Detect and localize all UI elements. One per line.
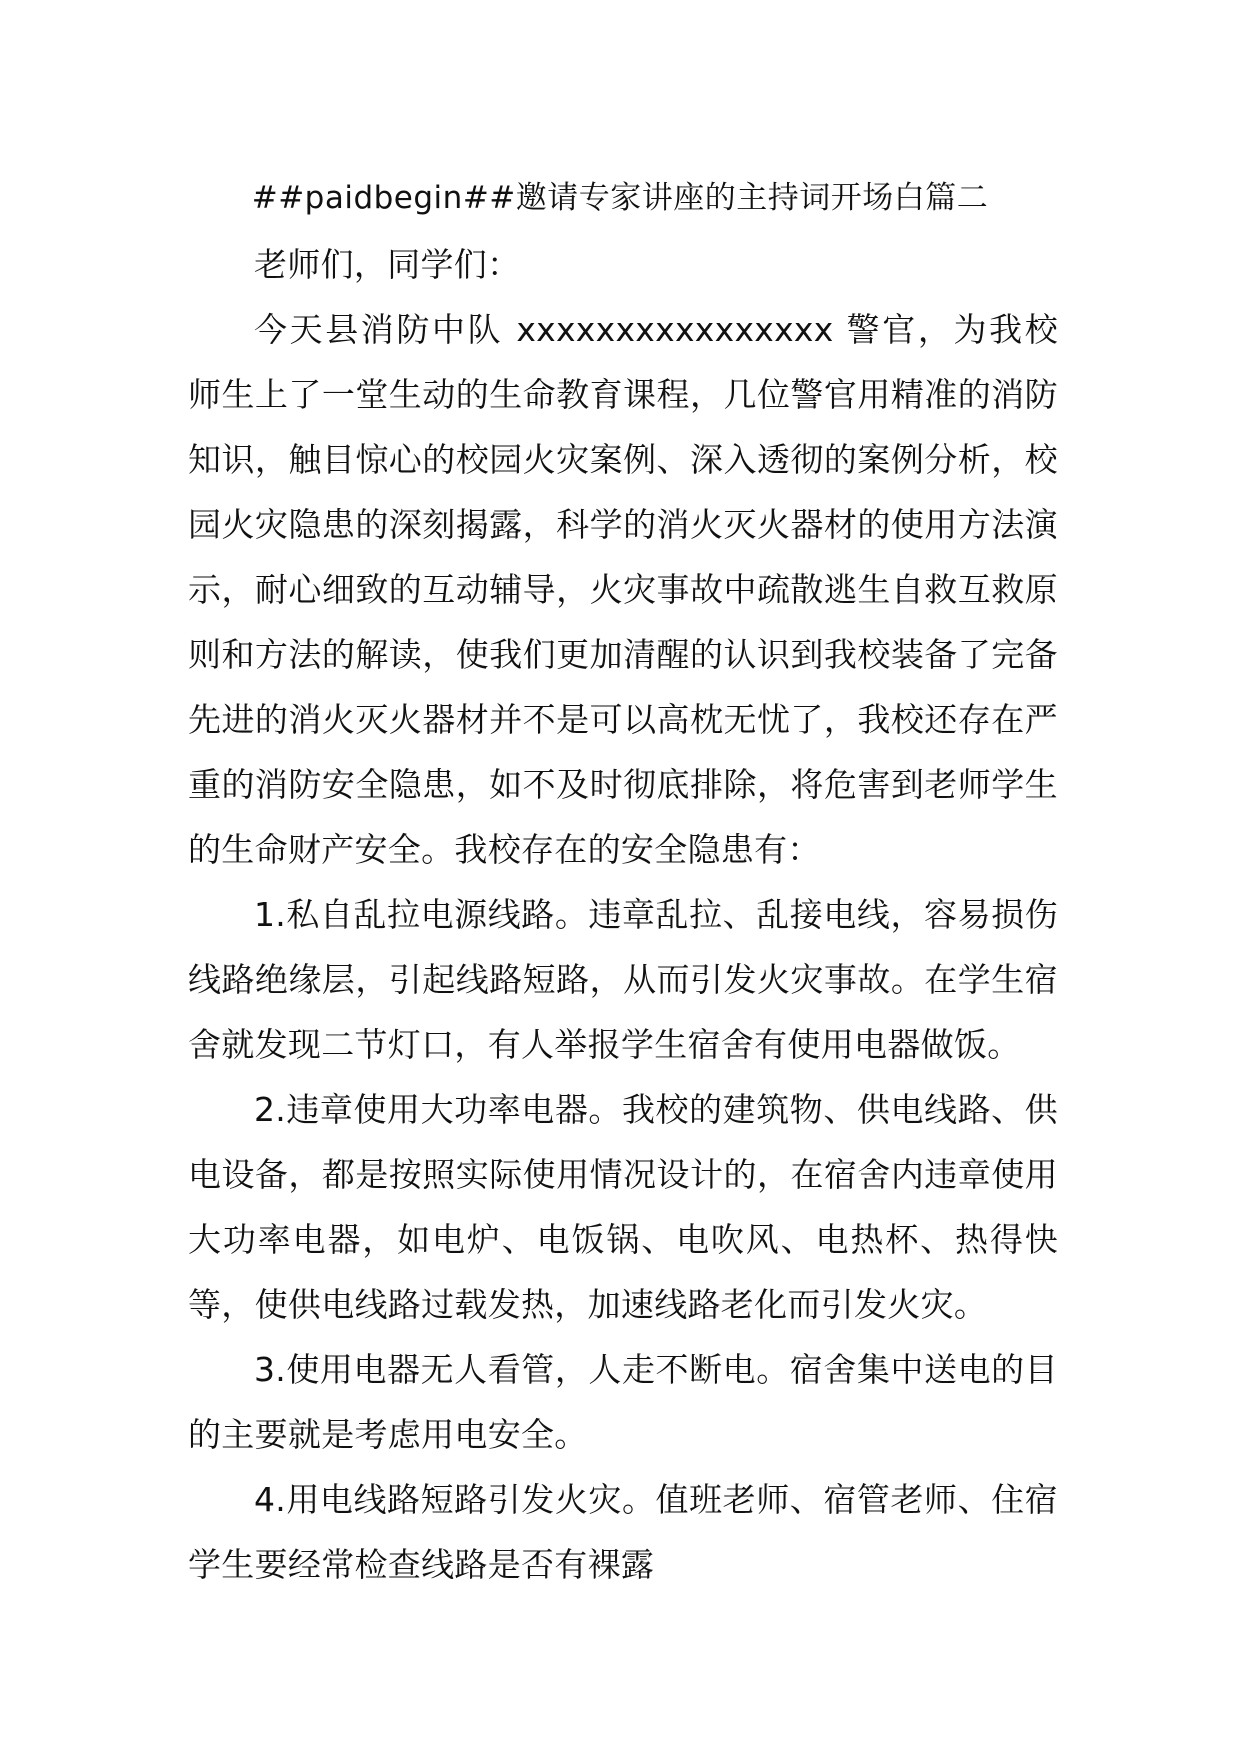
paragraph-intro: 今天县消防中队 xxxxxxxxxxxxxxxx 警官，为我校师生上了一堂生动的生命教育课程，几位警官用精准的消防知识，触目惊心的校园火灾案例、深入透彻的案例分析，校园火灾隐患的深刻揭露，科学的消火灭火器材的使用方法演示，耐心细致的互动辅导，火灾事故中疏散逃生自救互救原则和方法的解读，使我们更加清醒的认识到我校装备了完备先进的消火灭火器材并不是可以高枕无忧了，我校还存在严重的消防安全隐患，如不及时彻底排除，将危害到老师学生的生命财产安全。我校存在的安全隐患有： — [188, 310, 1058, 869]
paragraph-hazard-3: 3.使用电器无人看管，人走不断电。宿舍集中送电的目的主要就是考虑用电安全。 — [188, 1350, 1058, 1454]
paragraph-hazard-2: 2.违章使用大功率电器。我校的建筑物、供电线路、供电设备，都是按照实际使用情况设计的，在宿舍内违章使用大功率电器，如电炉、电饭锅、电吹风、电热杯、热得快等，使供电线路过载发热，加速线路老化而引发火灾。 — [188, 1090, 1058, 1324]
document-title: ##paidbegin##邀请专家讲座的主持词开场白篇二 — [251, 180, 989, 216]
paragraph-greeting: 老师们，同学们： — [254, 245, 521, 284]
paragraph-hazard-1: 1.私自乱拉电源线路。违章乱拉、乱接电线，容易损伤线路绝缘层，引起线路短路，从而引发火灾事故。在学生宿舍就发现二节灯口，有人举报学生宿舍有使用电器做饭。 — [188, 895, 1058, 1064]
paragraph-hazard-4: 4.用电线路短路引发火灾。值班老师、宿管老师、住宿学生要经常检查线路是否有裸露 — [188, 1480, 1058, 1584]
document-body — [188, 232, 1058, 1597]
